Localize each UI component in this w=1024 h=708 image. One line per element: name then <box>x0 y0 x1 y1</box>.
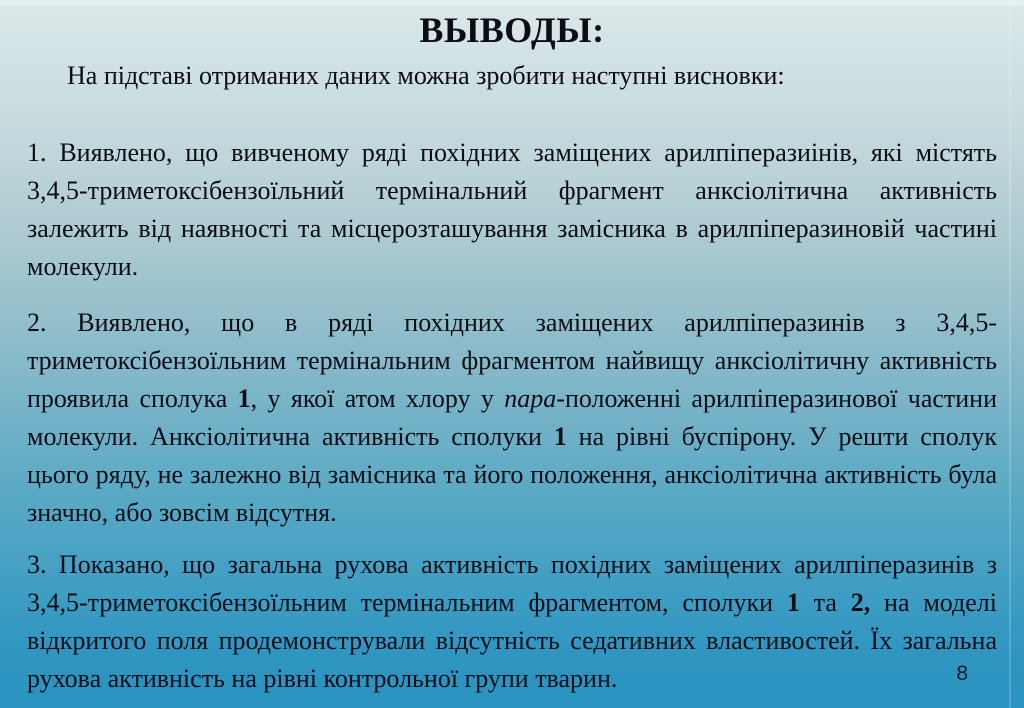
slide-subtitle: На підставі отриманих даних можна зробити наступні висновки: <box>67 61 785 90</box>
text-run: 2. Виявлено, що в ряді похідних заміщених арилпіперазинів з 3,4,5-триметоксібензоїльним термінальним фрагментом найвищу анксіолітичну активність проявила сполука <box>27 308 997 413</box>
conclusion-paragraph-3 <box>27 546 997 698</box>
text-run: -положенні арилпіперазинової частини молекули. Анксіолітична активність сполуки <box>27 384 998 451</box>
conclusion-paragraph-2 <box>27 304 997 532</box>
text-run: на рівні буспірону. У решти сполук цього ряду, не залежно від замісника та його положення, анксіолітична активність була значно, або зовсім відсутня. <box>27 422 997 527</box>
text-run: , у якої атом хлору у <box>250 384 505 413</box>
text-run-bold: 2, <box>850 588 871 617</box>
page-number: 8 <box>956 662 968 685</box>
text-run-bold: 1 <box>553 422 567 451</box>
text-run: на моделі відкритого поля продемонстрували відсутність седативних властивостей. Їх загальна рухова активність на рівні контрольної групи тварин. <box>27 588 997 693</box>
text-run-bold: 1 <box>786 588 800 617</box>
text-run: 3. Показано, що загальна рухова активність похідних заміщених арилпіперазинів з 3,4,5-триметоксібензоїльним термінальним фрагментом, сполуки <box>27 550 997 617</box>
text-run: та <box>799 588 851 617</box>
conclusion-paragraph-1 <box>27 134 997 286</box>
text-run: 1. Виявлено, що вивченому ряді похідних заміщених арилпіперазиінів, які містять 3,4,5-триметоксібензоїльний термінальний фрагмент анксіолітична активність залежить від наявності та місцерозташування замісника в арилпіперазиновій частині молекули. <box>27 138 997 281</box>
slide-title: ВЫВОДЫ: <box>419 10 605 50</box>
text-run-bold: 1 <box>237 384 251 413</box>
text-run-italic: пара <box>504 384 557 413</box>
